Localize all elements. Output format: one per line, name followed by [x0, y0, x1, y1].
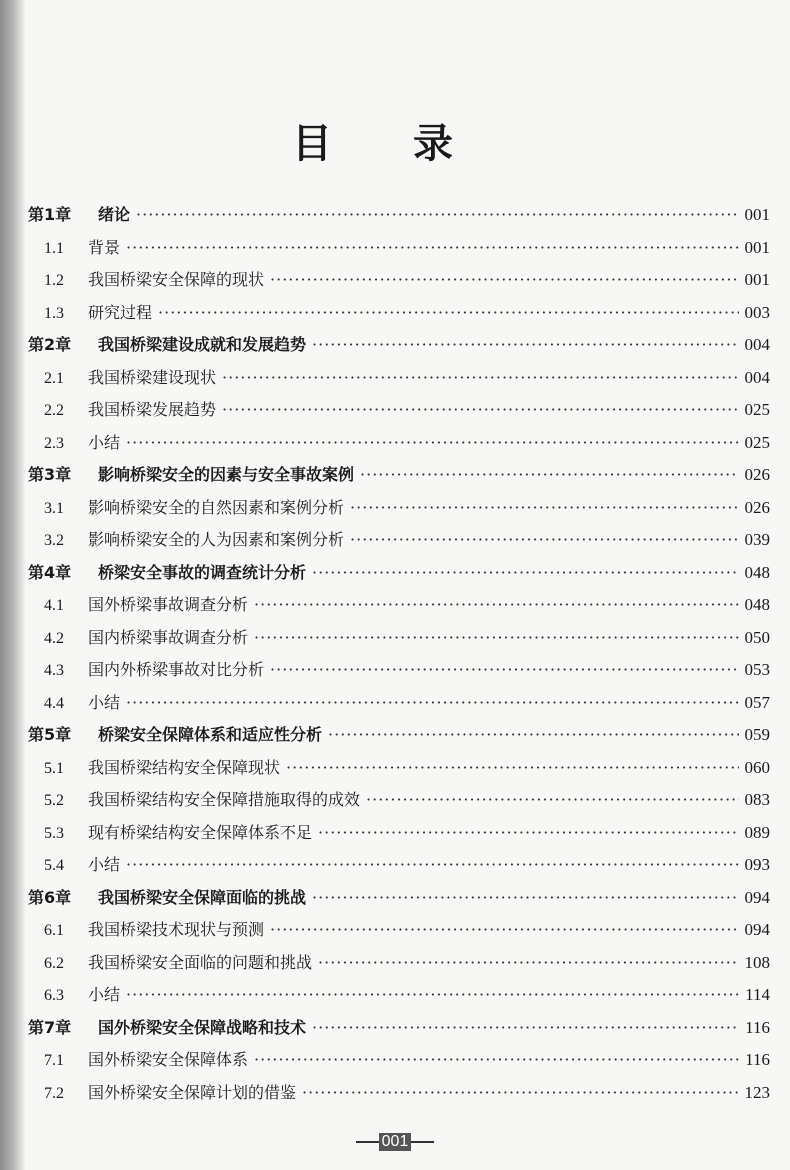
entry-number: 5.3	[44, 824, 64, 842]
toc-chapter-entry[interactable]	[28, 1015, 770, 1048]
title-char: 录	[413, 121, 453, 167]
dot-leader	[312, 563, 738, 582]
entry-page-number: 060	[744, 757, 770, 777]
entry-title: 研究过程	[88, 302, 153, 322]
entry-page-number: 116	[745, 1050, 770, 1069]
toc-section-entry[interactable]	[28, 592, 770, 625]
dot-leader	[254, 628, 738, 647]
entry-title: 小结	[88, 985, 121, 1004]
entry-title: 我国桥梁安全面临的问题和挑战	[88, 952, 313, 972]
entry-title: 影响桥梁安全的人为因素和案例分析	[88, 530, 345, 549]
dot-leader	[126, 985, 739, 1004]
toc-section-entry[interactable]	[28, 820, 770, 853]
entry-number: 第5章	[28, 725, 72, 744]
entry-title: 国外桥梁安全保障战略和技术	[98, 1017, 307, 1037]
entry-page-number: 048	[744, 595, 770, 614]
entry-page-number: 094	[744, 920, 770, 939]
entry-title: 国内桥梁事故调查分析	[88, 627, 249, 647]
entry-page-number: 039	[744, 530, 770, 549]
toc-section-entry[interactable]	[28, 625, 770, 658]
entry-number: 2.2	[44, 402, 64, 419]
entry-page-number: 059	[744, 725, 770, 744]
dot-leader	[126, 433, 738, 452]
entry-title: 桥梁安全保障体系和适应性分析	[98, 725, 323, 744]
title-char: 目	[292, 121, 332, 167]
entry-page-number: 001	[744, 270, 770, 289]
toc-section-entry[interactable]	[28, 982, 770, 1015]
entry-number: 7.2	[44, 1084, 64, 1102]
toc-section-entry[interactable]	[28, 430, 770, 463]
entry-page-number: 093	[744, 855, 770, 874]
entry-page-number: 116	[745, 1017, 770, 1037]
entry-number: 1.2	[44, 272, 64, 289]
page-footer	[0, 1131, 790, 1151]
entry-title: 我国桥梁发展趋势	[88, 400, 217, 419]
entry-number: 6.3	[44, 987, 64, 1004]
dot-leader	[158, 303, 738, 322]
dot-leader	[350, 530, 738, 549]
entry-title: 小结	[88, 432, 121, 452]
dot-leader	[126, 238, 738, 257]
toc-chapter-entry[interactable]	[28, 332, 770, 365]
entry-number: 第6章	[28, 887, 72, 907]
entry-page-number: 123	[744, 1082, 770, 1102]
entry-title: 国外桥梁安全保障体系	[88, 1050, 249, 1069]
entry-number: 第2章	[28, 335, 72, 354]
toc-section-entry[interactable]	[28, 1047, 770, 1080]
entry-title: 影响桥梁安全的自然因素和案例分析	[88, 497, 345, 517]
entry-number: 2.1	[44, 369, 64, 387]
entry-title: 国外桥梁安全保障计划的借鉴	[88, 1082, 297, 1102]
toc-section-entry[interactable]	[28, 657, 770, 690]
dot-leader	[312, 888, 738, 907]
dot-leader	[222, 368, 738, 387]
footer-rule	[411, 1141, 434, 1143]
dot-leader	[360, 465, 738, 484]
dot-leader	[318, 823, 738, 842]
entry-page-number: 025	[744, 400, 770, 419]
entry-page-number: 050	[744, 627, 770, 647]
toc-chapter-entry[interactable]	[28, 722, 770, 755]
entry-page-number: 001	[744, 237, 770, 257]
entry-number: 4.1	[44, 597, 64, 614]
entry-page-number: 108	[744, 952, 770, 972]
entry-number: 6.1	[44, 922, 64, 939]
entry-page-number: 057	[744, 692, 770, 712]
toc-section-entry[interactable]	[28, 787, 770, 820]
entry-number: 5.1	[44, 759, 64, 777]
toc-section-entry[interactable]	[28, 527, 770, 560]
toc-section-entry[interactable]	[28, 495, 770, 528]
entry-title: 桥梁安全事故的调查统计分析	[98, 562, 307, 582]
entry-number: 第4章	[28, 562, 72, 582]
entry-number: 1.1	[44, 239, 64, 257]
dot-leader	[270, 270, 738, 289]
entry-title: 我国桥梁安全保障的现状	[88, 270, 265, 289]
entry-number: 第1章	[28, 205, 72, 224]
entry-title: 国外桥梁事故调查分析	[88, 595, 249, 614]
toc-chapter-entry[interactable]	[28, 462, 770, 495]
toc-chapter-entry[interactable]	[28, 885, 770, 918]
dot-leader	[312, 335, 738, 354]
dot-leader	[222, 400, 738, 419]
entry-page-number: 003	[744, 302, 770, 322]
entry-number: 2.3	[44, 434, 64, 452]
entry-page-number: 001	[744, 205, 770, 224]
entry-number: 4.2	[44, 629, 64, 647]
entry-title: 小结	[88, 692, 121, 712]
entry-page-number: 089	[744, 822, 770, 842]
dot-leader	[312, 1018, 739, 1037]
entry-number: 6.2	[44, 954, 64, 972]
dot-leader	[302, 1083, 738, 1102]
toc-section-entry[interactable]	[28, 917, 770, 950]
entry-title: 我国桥梁建设成就和发展趋势	[98, 335, 307, 354]
entry-title: 我国桥梁技术现状与预测	[88, 920, 265, 939]
entry-page-number: 004	[744, 367, 770, 387]
entry-number: 5.2	[44, 792, 64, 809]
entry-title: 小结	[88, 855, 121, 874]
dot-leader	[350, 498, 738, 517]
dot-leader	[136, 205, 738, 224]
toc-section-entry[interactable]	[28, 1080, 770, 1113]
page-binding-shadow	[0, 0, 26, 1170]
footer-rule	[356, 1141, 379, 1143]
toc-chapter-entry[interactable]	[28, 560, 770, 593]
entry-number: 第3章	[28, 465, 72, 484]
entry-title: 我国桥梁建设现状	[88, 367, 217, 387]
entry-page-number: 094	[744, 887, 770, 907]
entry-title: 背景	[88, 237, 121, 257]
table-of-contents	[28, 202, 770, 1112]
entry-title: 我国桥梁结构安全保障措施取得的成效	[88, 790, 361, 809]
entry-number: 4.3	[44, 662, 64, 679]
dot-leader	[126, 693, 738, 712]
entry-page-number: 083	[744, 790, 770, 809]
entry-page-number: 053	[744, 660, 770, 679]
entry-number: 1.3	[44, 304, 64, 322]
toc-section-entry[interactable]	[28, 365, 770, 398]
toc-section-entry[interactable]	[28, 300, 770, 333]
toc-section-entry[interactable]	[28, 950, 770, 983]
entry-number: 第7章	[28, 1017, 72, 1037]
dot-leader	[126, 855, 738, 874]
entry-title: 现有桥梁结构安全保障体系不足	[88, 822, 313, 842]
entry-title: 我国桥梁结构安全保障现状	[88, 757, 281, 777]
entry-title: 绪论	[98, 205, 131, 224]
page-title	[0, 112, 790, 167]
entry-page-number: 048	[744, 562, 770, 582]
entry-page-number: 114	[745, 985, 770, 1004]
dot-leader	[254, 1050, 739, 1069]
entry-number: 3.1	[44, 499, 64, 517]
entry-page-number: 025	[744, 432, 770, 452]
toc-section-entry[interactable]	[28, 397, 770, 430]
toc-section-entry[interactable]	[28, 235, 770, 268]
dot-leader	[270, 660, 738, 679]
dot-leader	[366, 790, 738, 809]
dot-leader	[270, 920, 738, 939]
dot-leader	[254, 595, 738, 614]
entry-title: 国内外桥梁事故对比分析	[88, 660, 265, 679]
toc-section-entry[interactable]	[28, 852, 770, 885]
entry-page-number: 026	[744, 497, 770, 517]
entry-number: 3.2	[44, 532, 64, 549]
entry-title: 影响桥梁安全的因素与安全事故案例	[98, 465, 355, 484]
entry-page-number: 004	[744, 335, 770, 354]
toc-section-entry[interactable]	[28, 755, 770, 788]
toc-section-entry[interactable]	[28, 267, 770, 300]
footer-page-number: 001	[379, 1133, 412, 1151]
entry-title: 我国桥梁安全保障面临的挑战	[98, 887, 307, 907]
toc-chapter-entry[interactable]	[28, 202, 770, 235]
entry-number: 4.4	[44, 694, 64, 712]
toc-section-entry[interactable]	[28, 690, 770, 723]
dot-leader	[328, 725, 738, 744]
dot-leader	[318, 953, 738, 972]
entry-number: 7.1	[44, 1052, 64, 1069]
dot-leader	[286, 758, 738, 777]
entry-page-number: 026	[744, 465, 770, 484]
entry-number: 5.4	[44, 857, 64, 874]
